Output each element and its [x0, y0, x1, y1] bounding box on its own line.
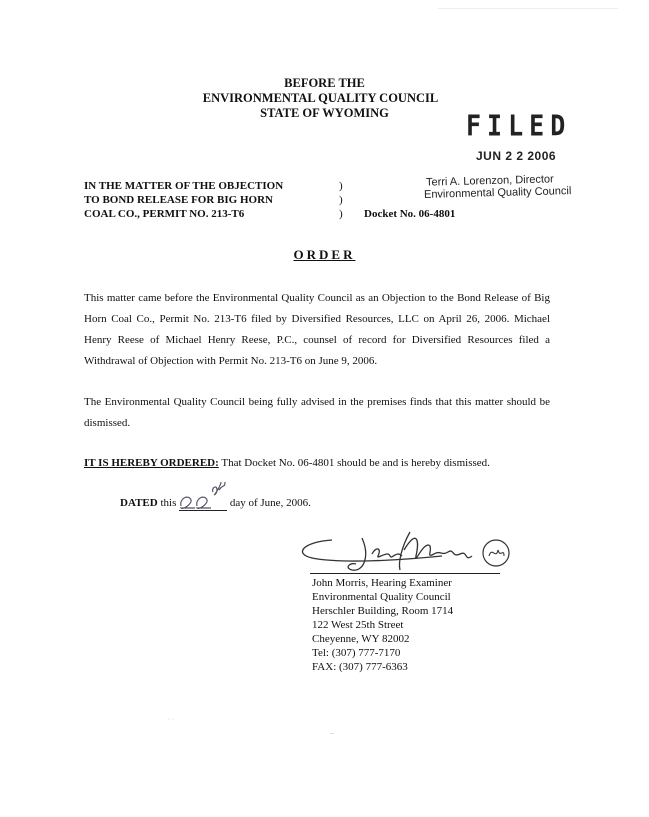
ordered-text: That Docket No. 06-4801 should be and is hereby dismissed.: [218, 457, 490, 469]
scan-edge-line: [438, 8, 618, 9]
heading-line-3: STATE OF WYOMING: [260, 106, 389, 120]
dated-label: DATED: [120, 497, 158, 509]
caption-line-1: IN THE MATTER OF THE OBJECTION: [84, 180, 284, 192]
caption-parentheses: [339, 179, 343, 221]
dated-pre: this: [157, 497, 180, 509]
filed-stamp: FILED: [466, 108, 572, 143]
paren-1: ): [339, 180, 343, 192]
heading-line-1: BEFORE THE: [284, 76, 365, 90]
heading-line-2: ENVIRONMENTAL QUALITY COUNCIL: [202, 91, 439, 105]
signer-name: John Morris, Hearing Examiner: [312, 577, 452, 589]
signature-line: [310, 573, 500, 574]
caption-line-2: TO BOND RELEASE FOR BIG HORN: [84, 194, 273, 206]
signer-street: 122 West 25th Street: [312, 619, 404, 631]
signer-organization: Environmental Quality Council: [312, 591, 451, 603]
signer-city: Cheyenne, WY 82002: [312, 633, 410, 645]
scan-artifact: ∙ ·: [168, 716, 175, 723]
paren-3: ): [339, 208, 343, 220]
order-title: ORDER: [293, 247, 356, 262]
scan-artifact: –: [330, 730, 334, 737]
ordered-clause: [84, 456, 490, 471]
ordered-label: IT IS HEREBY ORDERED:: [84, 457, 219, 469]
body-paragraph-2: The Environmental Quality Council being fully advised in the premises finds that this matter should be dismissed.: [84, 396, 550, 429]
signer-fax: FAX: (307) 777-6363: [312, 661, 408, 673]
body-paragraph-1: This matter came before the Environmental Quality Council as an Objection to the Bond Release of Big Horn Coal Co., Permit No. 213-T6 filed by Diversified Resources, LLC on April 26, 2006. Michael Henry Reese of Michael Henry Reese, P.C., counsel of record for Diversified Resources filed a Withdrawal of Objection with Permit No. 213-T6 on June 9, 2006.: [84, 292, 550, 367]
dated-line: [120, 496, 311, 578]
stamp-date: JUN 2 2 2006: [476, 149, 557, 163]
signer-block: [312, 576, 453, 674]
signer-building: Herschler Building, Room 1714: [312, 605, 454, 617]
docket-number: Docket No. 06-4801: [364, 208, 456, 220]
caption-line-3: COAL CO., PERMIT NO. 213-T6: [84, 208, 245, 220]
signer-phone: Tel: (307) 777-7170: [312, 647, 401, 659]
dated-post: day of June, 2006.: [227, 497, 311, 509]
stamp-director-name: Terri A. Lorenzon, Director: [425, 173, 554, 189]
handwritten-day-text: 22nd: [274, 577, 277, 578]
handwritten-signature: [292, 526, 522, 578]
stamp-organization: Environmental Quality Council: [423, 185, 572, 201]
case-caption: [84, 179, 283, 221]
paren-2: ): [339, 194, 343, 206]
